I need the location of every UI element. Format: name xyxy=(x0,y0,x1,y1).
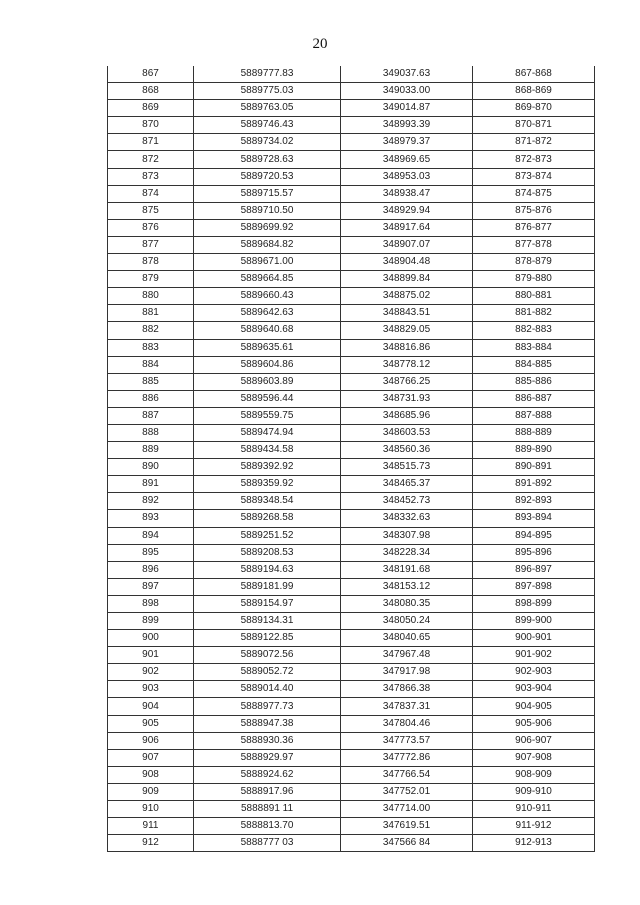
point-number-cell: 876 xyxy=(108,219,194,236)
point-number-cell: 883 xyxy=(108,339,194,356)
x-coordinate-cell: 5889664.85 xyxy=(194,271,341,288)
table-row xyxy=(108,185,595,202)
y-coordinate-cell: 348904.48 xyxy=(341,254,473,271)
y-coordinate-cell: 348875.02 xyxy=(341,288,473,305)
table-row xyxy=(108,151,595,168)
table-row xyxy=(108,390,595,407)
y-coordinate-cell: 348050.24 xyxy=(341,613,473,630)
segment-cell: 904-905 xyxy=(473,698,595,715)
x-coordinate-cell: 5889392.92 xyxy=(194,459,341,476)
point-number-cell: 905 xyxy=(108,715,194,732)
point-number-cell: 887 xyxy=(108,407,194,424)
y-coordinate-cell: 347866.38 xyxy=(341,681,473,698)
segment-cell: 876-877 xyxy=(473,219,595,236)
y-coordinate-cell: 348332.63 xyxy=(341,510,473,527)
segment-cell: 903-904 xyxy=(473,681,595,698)
y-coordinate-cell: 348899.84 xyxy=(341,271,473,288)
segment-cell: 887-888 xyxy=(473,407,595,424)
x-coordinate-cell: 5889715.57 xyxy=(194,185,341,202)
y-coordinate-cell: 348938.47 xyxy=(341,185,473,202)
table-row xyxy=(108,66,595,83)
segment-cell: 892-893 xyxy=(473,493,595,510)
point-number-cell: 902 xyxy=(108,664,194,681)
x-coordinate-cell: 5889348.54 xyxy=(194,493,341,510)
point-number-cell: 890 xyxy=(108,459,194,476)
x-coordinate-cell: 5889777.83 xyxy=(194,66,341,83)
point-number-cell: 903 xyxy=(108,681,194,698)
x-coordinate-cell: 5888813.70 xyxy=(194,818,341,835)
point-number-cell: 871 xyxy=(108,134,194,151)
x-coordinate-cell: 5889014.40 xyxy=(194,681,341,698)
segment-cell: 907-908 xyxy=(473,749,595,766)
coordinates-table-body xyxy=(108,66,595,852)
x-coordinate-cell: 5889596.44 xyxy=(194,390,341,407)
point-number-cell: 907 xyxy=(108,749,194,766)
point-number-cell: 889 xyxy=(108,442,194,459)
table-row xyxy=(108,459,595,476)
y-coordinate-cell: 347773.57 xyxy=(341,732,473,749)
x-coordinate-cell: 5889251.52 xyxy=(194,527,341,544)
table-row xyxy=(108,749,595,766)
segment-cell: 885-886 xyxy=(473,373,595,390)
y-coordinate-cell: 348307.98 xyxy=(341,527,473,544)
segment-cell: 877-878 xyxy=(473,236,595,253)
y-coordinate-cell: 348969.65 xyxy=(341,151,473,168)
table-row xyxy=(108,595,595,612)
x-coordinate-cell: 5889720.53 xyxy=(194,168,341,185)
point-number-cell: 892 xyxy=(108,493,194,510)
point-number-cell: 897 xyxy=(108,578,194,595)
segment-cell: 908-909 xyxy=(473,766,595,783)
table-row xyxy=(108,373,595,390)
table-row xyxy=(108,818,595,835)
y-coordinate-cell: 347766.54 xyxy=(341,766,473,783)
segment-cell: 873-874 xyxy=(473,168,595,185)
point-number-cell: 874 xyxy=(108,185,194,202)
x-coordinate-cell: 5888947.38 xyxy=(194,715,341,732)
point-number-cell: 899 xyxy=(108,613,194,630)
point-number-cell: 867 xyxy=(108,66,194,83)
point-number-cell: 896 xyxy=(108,561,194,578)
y-coordinate-cell: 348979.37 xyxy=(341,134,473,151)
point-number-cell: 911 xyxy=(108,818,194,835)
y-coordinate-cell: 348685.96 xyxy=(341,407,473,424)
table-row xyxy=(108,356,595,373)
y-coordinate-cell: 348465.37 xyxy=(341,476,473,493)
table-row xyxy=(108,527,595,544)
x-coordinate-cell: 5889434.58 xyxy=(194,442,341,459)
point-number-cell: 908 xyxy=(108,766,194,783)
x-coordinate-cell: 5888917.96 xyxy=(194,783,341,800)
segment-cell: 868-869 xyxy=(473,83,595,100)
segment-cell: 882-883 xyxy=(473,322,595,339)
x-coordinate-cell: 5888891 11 xyxy=(194,801,341,818)
point-number-cell: 868 xyxy=(108,83,194,100)
y-coordinate-cell: 347566 84 xyxy=(341,835,473,852)
page-number: 20 xyxy=(312,36,328,52)
point-number-cell: 881 xyxy=(108,305,194,322)
segment-cell: 886-887 xyxy=(473,390,595,407)
table-row xyxy=(108,117,595,134)
table-row xyxy=(108,613,595,630)
segment-cell: 878-879 xyxy=(473,254,595,271)
table-row xyxy=(108,647,595,664)
segment-cell: 910-911 xyxy=(473,801,595,818)
segment-cell: 867-868 xyxy=(473,66,595,83)
point-number-cell: 879 xyxy=(108,271,194,288)
segment-cell: 870-871 xyxy=(473,117,595,134)
x-coordinate-cell: 5889642.63 xyxy=(194,305,341,322)
point-number-cell: 910 xyxy=(108,801,194,818)
point-number-cell: 880 xyxy=(108,288,194,305)
segment-cell: 896-897 xyxy=(473,561,595,578)
segment-cell: 893-894 xyxy=(473,510,595,527)
y-coordinate-cell: 347967.48 xyxy=(341,647,473,664)
x-coordinate-cell: 5889154.97 xyxy=(194,595,341,612)
y-coordinate-cell: 347804.46 xyxy=(341,715,473,732)
table-row xyxy=(108,561,595,578)
coordinates-table xyxy=(107,66,595,852)
segment-cell: 869-870 xyxy=(473,100,595,117)
segment-cell: 905-906 xyxy=(473,715,595,732)
point-number-cell: 869 xyxy=(108,100,194,117)
segment-cell: 888-889 xyxy=(473,424,595,441)
point-number-cell: 906 xyxy=(108,732,194,749)
table-row xyxy=(108,801,595,818)
x-coordinate-cell: 5889763.05 xyxy=(194,100,341,117)
table-row xyxy=(108,254,595,271)
segment-cell: 871-872 xyxy=(473,134,595,151)
table-row xyxy=(108,766,595,783)
table-row xyxy=(108,288,595,305)
table-row xyxy=(108,715,595,732)
table-row xyxy=(108,698,595,715)
y-coordinate-cell: 348778.12 xyxy=(341,356,473,373)
x-coordinate-cell: 5889684.82 xyxy=(194,236,341,253)
segment-cell: 872-873 xyxy=(473,151,595,168)
y-coordinate-cell: 348080.35 xyxy=(341,595,473,612)
point-number-cell: 873 xyxy=(108,168,194,185)
x-coordinate-cell: 5889134.31 xyxy=(194,613,341,630)
segment-cell: 881-882 xyxy=(473,305,595,322)
table-row xyxy=(108,732,595,749)
x-coordinate-cell: 5889359.92 xyxy=(194,476,341,493)
y-coordinate-cell: 347619.51 xyxy=(341,818,473,835)
table-row xyxy=(108,544,595,561)
x-coordinate-cell: 5889734.02 xyxy=(194,134,341,151)
y-coordinate-cell: 347772.86 xyxy=(341,749,473,766)
point-number-cell: 900 xyxy=(108,630,194,647)
y-coordinate-cell: 348993.39 xyxy=(341,117,473,134)
y-coordinate-cell: 348907.07 xyxy=(341,236,473,253)
y-coordinate-cell: 349033.00 xyxy=(341,83,473,100)
table-row xyxy=(108,578,595,595)
y-coordinate-cell: 348829.05 xyxy=(341,322,473,339)
table-row xyxy=(108,271,595,288)
point-number-cell: 898 xyxy=(108,595,194,612)
segment-cell: 898-899 xyxy=(473,595,595,612)
x-coordinate-cell: 5888930.36 xyxy=(194,732,341,749)
x-coordinate-cell: 5889710.50 xyxy=(194,202,341,219)
segment-cell: 900-901 xyxy=(473,630,595,647)
segment-cell: 911-912 xyxy=(473,818,595,835)
segment-cell: 895-896 xyxy=(473,544,595,561)
y-coordinate-cell: 347837.31 xyxy=(341,698,473,715)
x-coordinate-cell: 5889603.89 xyxy=(194,373,341,390)
x-coordinate-cell: 5889775.03 xyxy=(194,83,341,100)
y-coordinate-cell: 348228.34 xyxy=(341,544,473,561)
x-coordinate-cell: 5889268.58 xyxy=(194,510,341,527)
table-row xyxy=(108,510,595,527)
x-coordinate-cell: 5889122.85 xyxy=(194,630,341,647)
table-row xyxy=(108,664,595,681)
x-coordinate-cell: 5889181.99 xyxy=(194,578,341,595)
y-coordinate-cell: 348603.53 xyxy=(341,424,473,441)
x-coordinate-cell: 5889604.86 xyxy=(194,356,341,373)
y-coordinate-cell: 348452.73 xyxy=(341,493,473,510)
x-coordinate-cell: 5889671.00 xyxy=(194,254,341,271)
table-row xyxy=(108,236,595,253)
table-row xyxy=(108,681,595,698)
x-coordinate-cell: 5889728.63 xyxy=(194,151,341,168)
x-coordinate-cell: 5889699.92 xyxy=(194,219,341,236)
point-number-cell: 870 xyxy=(108,117,194,134)
x-coordinate-cell: 5889194.63 xyxy=(194,561,341,578)
y-coordinate-cell: 348153.12 xyxy=(341,578,473,595)
segment-cell: 890-891 xyxy=(473,459,595,476)
segment-cell: 875-876 xyxy=(473,202,595,219)
y-coordinate-cell: 348953.03 xyxy=(341,168,473,185)
y-coordinate-cell: 347917.98 xyxy=(341,664,473,681)
segment-cell: 891-892 xyxy=(473,476,595,493)
table-row xyxy=(108,424,595,441)
point-number-cell: 901 xyxy=(108,647,194,664)
point-number-cell: 909 xyxy=(108,783,194,800)
x-coordinate-cell: 5889208.53 xyxy=(194,544,341,561)
segment-cell: 906-907 xyxy=(473,732,595,749)
point-number-cell: 877 xyxy=(108,236,194,253)
point-number-cell: 895 xyxy=(108,544,194,561)
y-coordinate-cell: 348731.93 xyxy=(341,390,473,407)
y-coordinate-cell: 348515.73 xyxy=(341,459,473,476)
y-coordinate-cell: 348917.64 xyxy=(341,219,473,236)
point-number-cell: 884 xyxy=(108,356,194,373)
segment-cell: 897-898 xyxy=(473,578,595,595)
table-row xyxy=(108,305,595,322)
point-number-cell: 875 xyxy=(108,202,194,219)
y-coordinate-cell: 348040.65 xyxy=(341,630,473,647)
table-row xyxy=(108,134,595,151)
x-coordinate-cell: 5889660.43 xyxy=(194,288,341,305)
point-number-cell: 894 xyxy=(108,527,194,544)
y-coordinate-cell: 349014.87 xyxy=(341,100,473,117)
x-coordinate-cell: 5889635.61 xyxy=(194,339,341,356)
point-number-cell: 886 xyxy=(108,390,194,407)
x-coordinate-cell: 5888777 03 xyxy=(194,835,341,852)
x-coordinate-cell: 5889474.94 xyxy=(194,424,341,441)
point-number-cell: 893 xyxy=(108,510,194,527)
y-coordinate-cell: 347714.00 xyxy=(341,801,473,818)
point-number-cell: 891 xyxy=(108,476,194,493)
y-coordinate-cell: 348929.94 xyxy=(341,202,473,219)
table-row xyxy=(108,783,595,800)
segment-cell: 879-880 xyxy=(473,271,595,288)
segment-cell: 902-903 xyxy=(473,664,595,681)
x-coordinate-cell: 5889052.72 xyxy=(194,664,341,681)
table-row xyxy=(108,202,595,219)
table-row xyxy=(108,442,595,459)
x-coordinate-cell: 5888924.62 xyxy=(194,766,341,783)
segment-cell: 889-890 xyxy=(473,442,595,459)
y-coordinate-cell: 348843.51 xyxy=(341,305,473,322)
point-number-cell: 878 xyxy=(108,254,194,271)
segment-cell: 874-875 xyxy=(473,185,595,202)
segment-cell: 894-895 xyxy=(473,527,595,544)
point-number-cell: 885 xyxy=(108,373,194,390)
x-coordinate-cell: 5889072.56 xyxy=(194,647,341,664)
segment-cell: 909-910 xyxy=(473,783,595,800)
segment-cell: 899-900 xyxy=(473,613,595,630)
table-row xyxy=(108,476,595,493)
table-row xyxy=(108,339,595,356)
point-number-cell: 904 xyxy=(108,698,194,715)
x-coordinate-cell: 5889746.43 xyxy=(194,117,341,134)
y-coordinate-cell: 348191.68 xyxy=(341,561,473,578)
segment-cell: 912-913 xyxy=(473,835,595,852)
point-number-cell: 872 xyxy=(108,151,194,168)
table-row xyxy=(108,100,595,117)
x-coordinate-cell: 5889559.75 xyxy=(194,407,341,424)
table-row xyxy=(108,407,595,424)
table-row xyxy=(108,322,595,339)
y-coordinate-cell: 348766.25 xyxy=(341,373,473,390)
x-coordinate-cell: 5888929.97 xyxy=(194,749,341,766)
x-coordinate-cell: 5888977.73 xyxy=(194,698,341,715)
segment-cell: 883-884 xyxy=(473,339,595,356)
table-row xyxy=(108,219,595,236)
table-row xyxy=(108,168,595,185)
segment-cell: 880-881 xyxy=(473,288,595,305)
y-coordinate-cell: 349037.63 xyxy=(341,66,473,83)
y-coordinate-cell: 347752.01 xyxy=(341,783,473,800)
table-row xyxy=(108,493,595,510)
point-number-cell: 912 xyxy=(108,835,194,852)
segment-cell: 901-902 xyxy=(473,647,595,664)
table-row xyxy=(108,630,595,647)
y-coordinate-cell: 348816.86 xyxy=(341,339,473,356)
point-number-cell: 888 xyxy=(108,424,194,441)
x-coordinate-cell: 5889640.68 xyxy=(194,322,341,339)
point-number-cell: 882 xyxy=(108,322,194,339)
y-coordinate-cell: 348560.36 xyxy=(341,442,473,459)
segment-cell: 884-885 xyxy=(473,356,595,373)
table-row xyxy=(108,83,595,100)
table-row xyxy=(108,835,595,852)
